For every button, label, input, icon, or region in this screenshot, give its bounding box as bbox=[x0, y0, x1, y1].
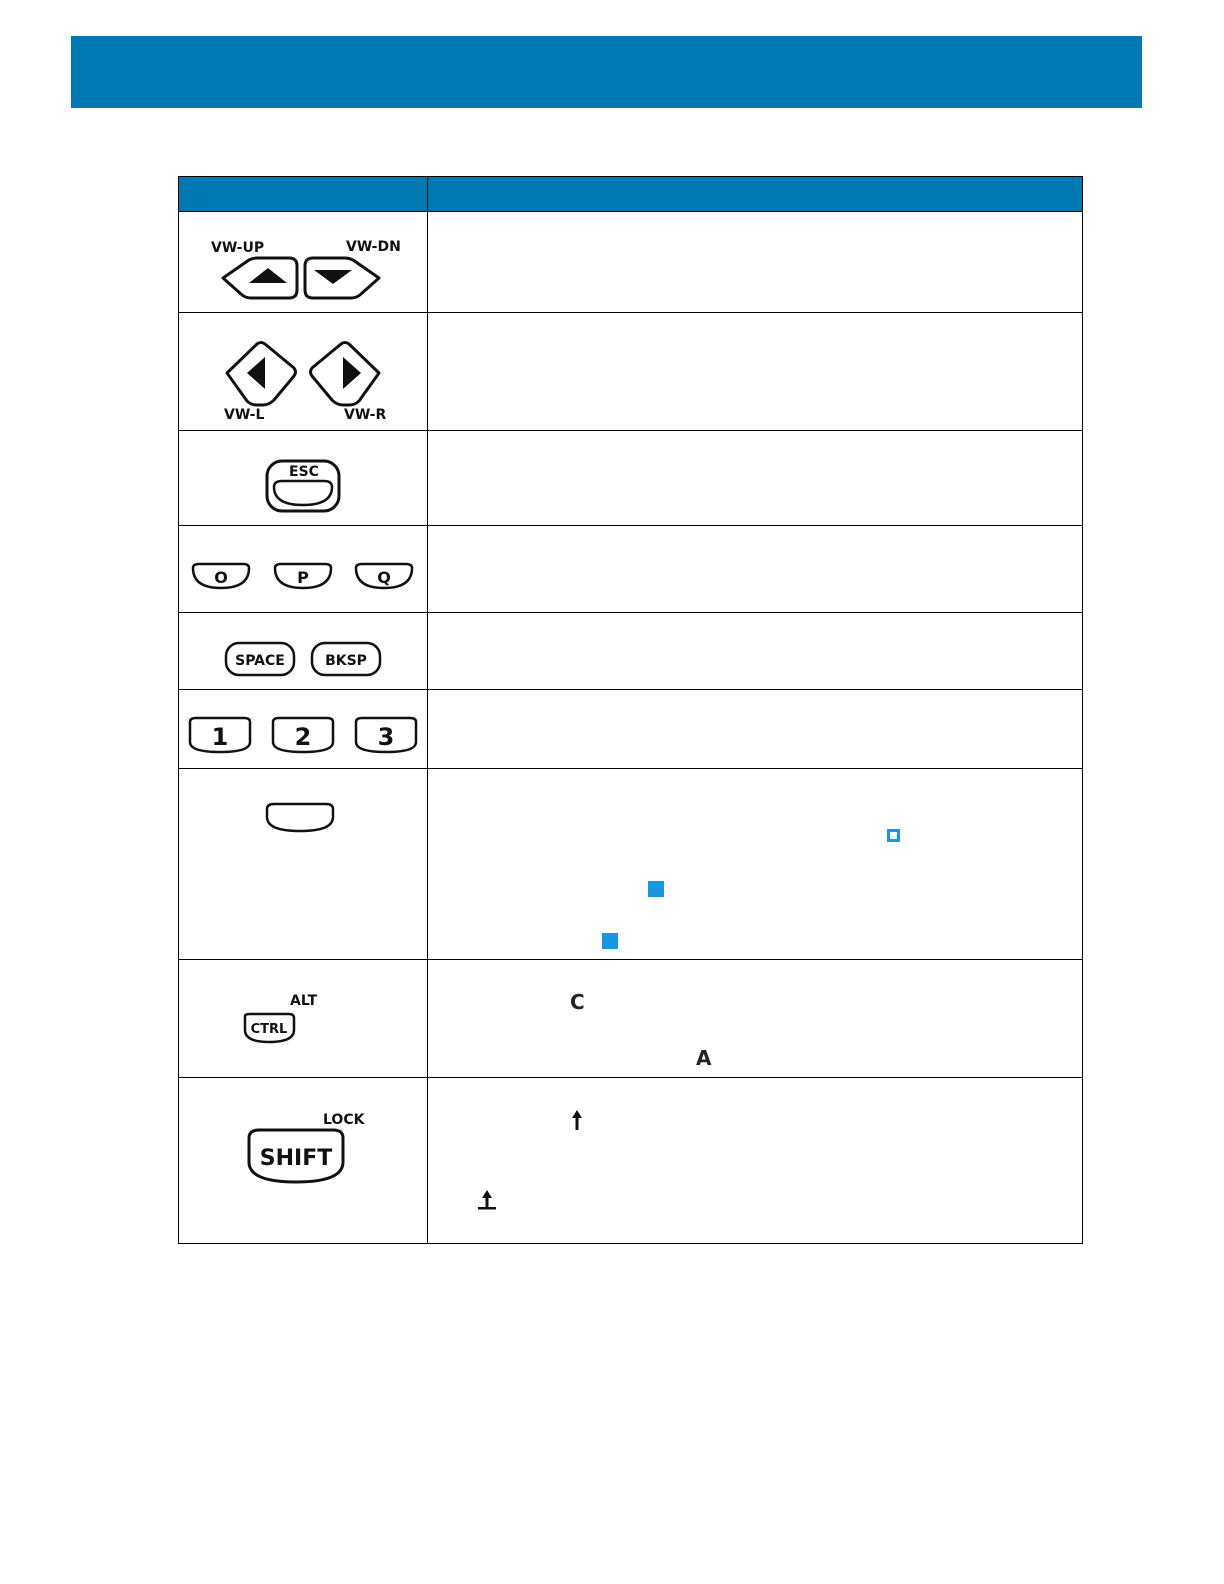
lock-key-label: LOCK bbox=[323, 1112, 365, 1128]
number-key-1-label: 1 bbox=[211, 723, 229, 751]
space-key[interactable] bbox=[226, 643, 294, 675]
number-keys bbox=[179, 690, 427, 768]
letter-key-o-label: O bbox=[214, 568, 228, 587]
letter-keys bbox=[179, 526, 427, 612]
number-key-2-label: 2 bbox=[294, 723, 312, 751]
shift-arrow-icon bbox=[571, 1109, 583, 1131]
number-key-3[interactable] bbox=[356, 718, 416, 752]
filled-square-indicator-icon bbox=[602, 933, 618, 949]
view-right-label: VW-R bbox=[344, 407, 387, 423]
view-up-label: VW-UP bbox=[211, 240, 265, 256]
number-key-2[interactable] bbox=[273, 718, 333, 752]
shift-key[interactable] bbox=[249, 1130, 343, 1182]
ctrl-key-label: CTRL bbox=[250, 1022, 288, 1037]
column-divider bbox=[427, 177, 428, 1243]
space-bksp-keys bbox=[179, 613, 427, 689]
letter-key-o[interactable] bbox=[193, 564, 249, 588]
space-key-label: SPACE bbox=[235, 653, 285, 669]
shift-lock-arrow-icon bbox=[476, 1189, 498, 1211]
ctrl-alt-key-cell bbox=[179, 960, 427, 1077]
ctrl-key[interactable] bbox=[245, 1014, 294, 1042]
shift-key-label: SHIFT bbox=[259, 1146, 333, 1171]
header-banner bbox=[71, 36, 1142, 108]
filled-square-indicator-icon bbox=[648, 881, 664, 897]
hollow-square-indicator-icon bbox=[887, 829, 900, 842]
shift-lock-key-cell bbox=[179, 1078, 427, 1243]
view-left-right-keys bbox=[179, 313, 427, 430]
blank-key-cell bbox=[179, 769, 427, 959]
number-key-1[interactable] bbox=[190, 718, 250, 752]
alt-key-label: ALT bbox=[290, 993, 317, 1009]
view-left-label: VW-L bbox=[224, 407, 265, 423]
letter-key-q-label: Q bbox=[377, 568, 391, 587]
letter-key-p-label: P bbox=[297, 568, 309, 587]
letter-key-p[interactable] bbox=[275, 564, 331, 588]
esc-key-label: ESC bbox=[289, 464, 319, 480]
bksp-key[interactable] bbox=[312, 643, 380, 675]
table-header-row bbox=[179, 177, 1082, 211]
view-down-label: VW-DN bbox=[346, 239, 401, 255]
esc-key-cell bbox=[179, 431, 427, 525]
blank-function-key[interactable] bbox=[267, 804, 333, 831]
ctrl-indicator-c-glyph: C bbox=[570, 990, 585, 1014]
bksp-key-label: BKSP bbox=[325, 653, 367, 669]
keypad-table bbox=[178, 176, 1083, 1244]
view-down-key[interactable] bbox=[305, 258, 379, 298]
view-up-down-keys bbox=[179, 212, 427, 312]
number-key-3-label: 3 bbox=[377, 723, 395, 751]
alt-indicator-a-glyph: A bbox=[696, 1046, 712, 1070]
letter-key-q[interactable] bbox=[356, 564, 412, 588]
